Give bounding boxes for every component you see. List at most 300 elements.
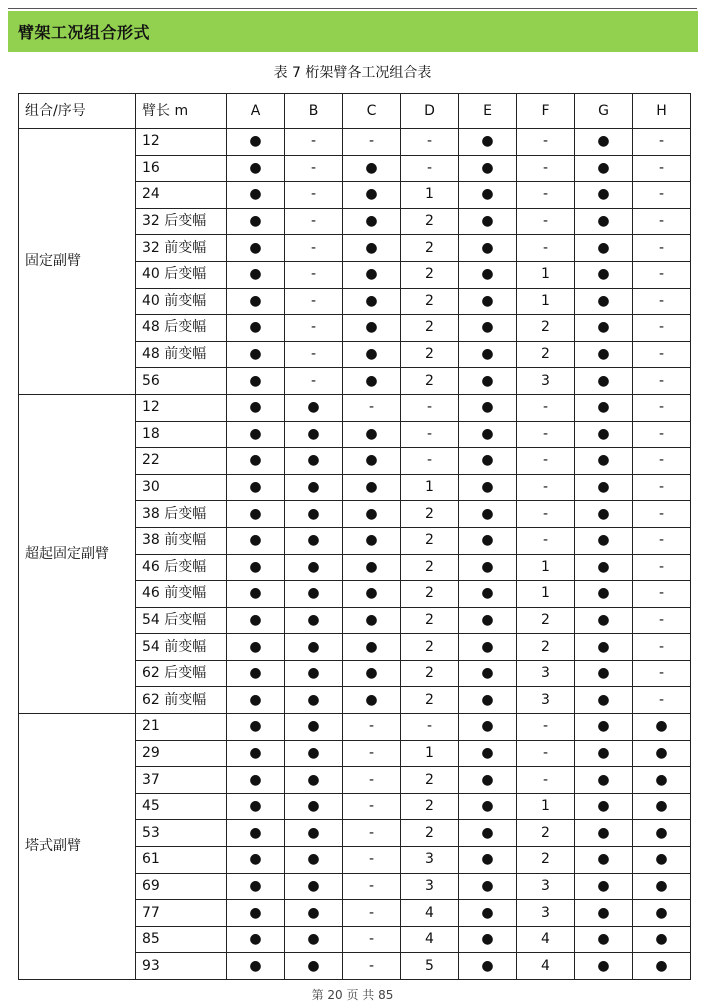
- combo-value-cell: ●: [343, 235, 401, 262]
- combo-value-cell: 3: [401, 847, 459, 874]
- combo-value-cell: 3: [517, 900, 575, 927]
- combo-value-cell: ●: [285, 926, 343, 953]
- combo-value-cell: 4: [517, 926, 575, 953]
- combo-value-cell: ●: [285, 501, 343, 528]
- combo-value-cell: ●: [227, 474, 285, 501]
- combo-value-cell: 2: [401, 527, 459, 554]
- combo-value-cell: ●: [343, 448, 401, 475]
- combo-value-cell: ●: [227, 208, 285, 235]
- combo-value-cell: ●: [343, 288, 401, 315]
- combo-value-cell: -: [633, 155, 691, 182]
- combo-value-cell: ●: [575, 900, 633, 927]
- combo-value-cell: ●: [459, 235, 517, 262]
- combo-value-cell: ●: [575, 261, 633, 288]
- combo-value-cell: ●: [575, 554, 633, 581]
- combo-value-cell: ●: [575, 341, 633, 368]
- combo-value-cell: ●: [575, 847, 633, 874]
- combo-value-cell: 2: [401, 634, 459, 661]
- combo-value-cell: ●: [227, 288, 285, 315]
- combo-value-cell: -: [517, 501, 575, 528]
- combo-value-cell: ●: [575, 501, 633, 528]
- combo-value-cell: ●: [227, 155, 285, 182]
- boom-length-cell: 69: [136, 873, 227, 900]
- combo-value-cell: 2: [401, 767, 459, 794]
- combo-value-cell: -: [633, 341, 691, 368]
- combo-value-cell: ●: [575, 953, 633, 980]
- boom-length-cell: 37: [136, 767, 227, 794]
- boom-length-cell: 45: [136, 793, 227, 820]
- combo-value-cell: ●: [633, 900, 691, 927]
- combo-value-cell: ●: [459, 155, 517, 182]
- combo-value-cell: -: [633, 581, 691, 608]
- combo-value-cell: ●: [227, 607, 285, 634]
- combo-value-cell: 1: [517, 793, 575, 820]
- combo-value-cell: ●: [227, 341, 285, 368]
- combo-value-cell: ●: [343, 421, 401, 448]
- combo-value-cell: ●: [633, 820, 691, 847]
- combo-value-cell: -: [401, 448, 459, 475]
- combo-value-cell: ●: [343, 581, 401, 608]
- combo-value-cell: -: [517, 155, 575, 182]
- boom-length-cell: 30: [136, 474, 227, 501]
- combo-value-cell: ●: [343, 474, 401, 501]
- combo-value-cell: -: [343, 820, 401, 847]
- combo-value-cell: 3: [517, 687, 575, 714]
- boom-length-cell: 32 后变幅: [136, 208, 227, 235]
- combo-value-cell: ●: [343, 182, 401, 209]
- combo-value-cell: 3: [517, 368, 575, 395]
- combo-value-cell: 2: [517, 341, 575, 368]
- combo-value-cell: -: [633, 288, 691, 315]
- combo-value-cell: -: [633, 182, 691, 209]
- combo-value-cell: ●: [459, 208, 517, 235]
- combo-value-cell: ●: [459, 448, 517, 475]
- combo-value-cell: ●: [459, 820, 517, 847]
- combo-value-cell: ●: [575, 820, 633, 847]
- combo-value-cell: 3: [517, 873, 575, 900]
- combo-value-cell: ●: [575, 155, 633, 182]
- combo-value-cell: -: [633, 607, 691, 634]
- combo-value-cell: -: [633, 421, 691, 448]
- combo-value-cell: -: [343, 926, 401, 953]
- combo-value-cell: ●: [633, 873, 691, 900]
- boom-length-cell: 38 前变幅: [136, 527, 227, 554]
- boom-length-cell: 16: [136, 155, 227, 182]
- section-header: [8, 11, 698, 52]
- combo-value-cell: 1: [401, 474, 459, 501]
- combo-value-cell: -: [633, 208, 691, 235]
- boom-length-cell: 40 后变幅: [136, 261, 227, 288]
- group-label-cell: 超起固定副臂: [19, 394, 136, 713]
- combo-value-cell: 2: [401, 660, 459, 687]
- combo-value-cell: ●: [633, 714, 691, 741]
- combo-value-cell: 1: [517, 261, 575, 288]
- combo-value-cell: -: [633, 235, 691, 262]
- combo-value-cell: ●: [575, 714, 633, 741]
- combo-value-cell: -: [343, 873, 401, 900]
- combo-value-cell: -: [285, 155, 343, 182]
- combo-value-cell: -: [285, 368, 343, 395]
- combo-value-cell: ●: [343, 341, 401, 368]
- top-rule: [8, 8, 697, 9]
- combination-table: [18, 93, 691, 980]
- table-row: [19, 394, 691, 421]
- combo-value-cell: -: [343, 129, 401, 156]
- combo-value-cell: ●: [575, 208, 633, 235]
- boom-length-cell: 54 前变幅: [136, 634, 227, 661]
- combo-value-cell: -: [285, 235, 343, 262]
- combo-value-cell: 2: [517, 847, 575, 874]
- combo-value-cell: ●: [285, 953, 343, 980]
- combo-value-cell: ●: [459, 607, 517, 634]
- combo-value-cell: ●: [575, 315, 633, 342]
- combo-value-cell: 2: [401, 501, 459, 528]
- combo-value-cell: 2: [401, 687, 459, 714]
- combo-value-cell: ●: [459, 527, 517, 554]
- combo-value-cell: ●: [227, 953, 285, 980]
- combo-value-cell: ●: [575, 474, 633, 501]
- combo-value-cell: 2: [401, 315, 459, 342]
- combo-value-cell: ●: [227, 660, 285, 687]
- combo-value-cell: 1: [517, 554, 575, 581]
- combo-value-cell: ●: [227, 820, 285, 847]
- header-cell-h: H: [633, 94, 691, 129]
- combo-value-cell: -: [517, 235, 575, 262]
- boom-length-cell: 18: [136, 421, 227, 448]
- combo-value-cell: -: [633, 554, 691, 581]
- combo-value-cell: 1: [517, 288, 575, 315]
- page-footer: 第 20 页 共 85: [311, 988, 394, 1002]
- combo-value-cell: 4: [401, 900, 459, 927]
- combo-value-cell: -: [285, 288, 343, 315]
- combo-value-cell: 2: [517, 315, 575, 342]
- combo-value-cell: ●: [459, 474, 517, 501]
- combo-value-cell: ●: [343, 208, 401, 235]
- combo-value-cell: -: [517, 740, 575, 767]
- boom-length-cell: 12: [136, 129, 227, 156]
- combo-value-cell: -: [633, 634, 691, 661]
- combo-value-cell: ●: [227, 554, 285, 581]
- combo-value-cell: -: [517, 208, 575, 235]
- combo-value-cell: 2: [401, 793, 459, 820]
- header-cell-d: D: [401, 94, 459, 129]
- combo-value-cell: ●: [227, 421, 285, 448]
- combo-value-cell: ●: [343, 687, 401, 714]
- boom-length-cell: 53: [136, 820, 227, 847]
- combo-value-cell: ●: [633, 767, 691, 794]
- combo-value-cell: ●: [227, 793, 285, 820]
- combo-value-cell: -: [343, 714, 401, 741]
- combo-value-cell: -: [633, 474, 691, 501]
- combo-value-cell: -: [517, 767, 575, 794]
- combo-value-cell: ●: [575, 660, 633, 687]
- combo-value-cell: ●: [633, 847, 691, 874]
- boom-length-cell: 61: [136, 847, 227, 874]
- boom-length-cell: 46 前变幅: [136, 581, 227, 608]
- header-cell-length: 臂长 m: [136, 94, 227, 129]
- combo-value-cell: ●: [227, 581, 285, 608]
- combo-value-cell: ●: [575, 448, 633, 475]
- combo-value-cell: -: [401, 155, 459, 182]
- combo-value-cell: 2: [401, 368, 459, 395]
- combo-value-cell: ●: [285, 900, 343, 927]
- boom-length-cell: 62 后变幅: [136, 660, 227, 687]
- combo-value-cell: ●: [575, 767, 633, 794]
- combo-value-cell: ●: [343, 368, 401, 395]
- combo-value-cell: ●: [343, 155, 401, 182]
- combo-value-cell: ●: [343, 501, 401, 528]
- combo-value-cell: 2: [517, 820, 575, 847]
- combo-value-cell: -: [343, 953, 401, 980]
- combo-value-cell: ●: [459, 394, 517, 421]
- combo-value-cell: ●: [227, 873, 285, 900]
- combo-value-cell: 2: [401, 261, 459, 288]
- boom-length-cell: 54 后变幅: [136, 607, 227, 634]
- combo-value-cell: ●: [459, 767, 517, 794]
- combo-value-cell: ●: [227, 740, 285, 767]
- combo-value-cell: ●: [227, 261, 285, 288]
- combo-value-cell: ●: [633, 953, 691, 980]
- combo-value-cell: ●: [459, 953, 517, 980]
- combo-value-cell: ●: [575, 581, 633, 608]
- combo-value-cell: -: [401, 714, 459, 741]
- combo-value-cell: ●: [227, 315, 285, 342]
- combo-value-cell: 2: [401, 554, 459, 581]
- combo-value-cell: ●: [459, 261, 517, 288]
- combo-value-cell: 2: [517, 607, 575, 634]
- combo-value-cell: ●: [575, 607, 633, 634]
- combo-value-cell: -: [401, 421, 459, 448]
- combo-value-cell: 2: [517, 634, 575, 661]
- combo-value-cell: ●: [575, 740, 633, 767]
- combo-value-cell: -: [285, 129, 343, 156]
- combo-value-cell: ●: [575, 421, 633, 448]
- combo-value-cell: ●: [227, 235, 285, 262]
- combo-value-cell: ●: [285, 820, 343, 847]
- group-label-cell: 固定副臂: [19, 129, 136, 395]
- combo-value-cell: ●: [343, 527, 401, 554]
- combo-value-cell: -: [343, 900, 401, 927]
- section-title: 臂架工况组合形式: [18, 23, 151, 42]
- combo-value-cell: 2: [401, 581, 459, 608]
- combo-value-cell: ●: [285, 660, 343, 687]
- combo-value-cell: ●: [227, 634, 285, 661]
- combo-value-cell: -: [517, 421, 575, 448]
- combo-value-cell: ●: [575, 129, 633, 156]
- combo-value-cell: ●: [459, 581, 517, 608]
- combo-value-cell: 2: [401, 341, 459, 368]
- combo-value-cell: ●: [575, 527, 633, 554]
- header-cell-e: E: [459, 94, 517, 129]
- boom-length-cell: 85: [136, 926, 227, 953]
- boom-length-cell: 38 后变幅: [136, 501, 227, 528]
- combo-value-cell: ●: [285, 581, 343, 608]
- combo-value-cell: ●: [285, 740, 343, 767]
- header-cell-f: F: [517, 94, 575, 129]
- combo-value-cell: ●: [285, 394, 343, 421]
- combo-value-cell: 4: [517, 953, 575, 980]
- combo-value-cell: ●: [285, 793, 343, 820]
- combo-value-cell: ●: [459, 926, 517, 953]
- combo-value-cell: -: [633, 394, 691, 421]
- combo-value-cell: ●: [459, 660, 517, 687]
- combo-value-cell: ●: [459, 793, 517, 820]
- boom-length-cell: 46 后变幅: [136, 554, 227, 581]
- combo-value-cell: 2: [401, 820, 459, 847]
- combo-value-cell: ●: [343, 554, 401, 581]
- boom-length-cell: 62 前变幅: [136, 687, 227, 714]
- combo-value-cell: 5: [401, 953, 459, 980]
- combo-value-cell: -: [517, 527, 575, 554]
- combo-value-cell: -: [401, 129, 459, 156]
- combo-value-cell: -: [517, 394, 575, 421]
- boom-length-cell: 56: [136, 368, 227, 395]
- combo-value-cell: -: [285, 208, 343, 235]
- combo-value-cell: 2: [401, 607, 459, 634]
- combo-value-cell: ●: [575, 235, 633, 262]
- boom-length-cell: 29: [136, 740, 227, 767]
- boom-length-cell: 12: [136, 394, 227, 421]
- combo-value-cell: ●: [459, 368, 517, 395]
- combo-value-cell: ●: [227, 900, 285, 927]
- combo-value-cell: ●: [227, 129, 285, 156]
- combo-value-cell: -: [633, 315, 691, 342]
- combo-value-cell: ●: [575, 634, 633, 661]
- combo-value-cell: -: [285, 315, 343, 342]
- boom-length-cell: 48 后变幅: [136, 315, 227, 342]
- combo-value-cell: -: [633, 368, 691, 395]
- combo-value-cell: ●: [575, 394, 633, 421]
- combo-value-cell: -: [633, 261, 691, 288]
- combo-value-cell: 2: [401, 235, 459, 262]
- combo-value-cell: ●: [575, 926, 633, 953]
- combo-value-cell: -: [343, 767, 401, 794]
- combo-value-cell: ●: [459, 873, 517, 900]
- combo-value-cell: -: [517, 448, 575, 475]
- combo-value-cell: 2: [401, 288, 459, 315]
- combo-value-cell: ●: [459, 687, 517, 714]
- combo-value-cell: -: [517, 714, 575, 741]
- table-row: [19, 129, 691, 156]
- combo-value-cell: ●: [575, 873, 633, 900]
- combo-value-cell: ●: [459, 554, 517, 581]
- combo-value-cell: 4: [401, 926, 459, 953]
- combo-value-cell: 1: [517, 581, 575, 608]
- combo-value-cell: -: [633, 129, 691, 156]
- combo-value-cell: ●: [633, 793, 691, 820]
- combo-value-cell: ●: [575, 288, 633, 315]
- combo-value-cell: ●: [285, 527, 343, 554]
- boom-length-cell: 22: [136, 448, 227, 475]
- combo-value-cell: ●: [227, 687, 285, 714]
- boom-length-cell: 93: [136, 953, 227, 980]
- combo-value-cell: 2: [401, 208, 459, 235]
- combo-value-cell: -: [633, 687, 691, 714]
- combo-value-cell: ●: [227, 368, 285, 395]
- combo-value-cell: ●: [459, 714, 517, 741]
- combo-value-cell: 1: [401, 182, 459, 209]
- boom-length-cell: 24: [136, 182, 227, 209]
- combo-value-cell: ●: [633, 926, 691, 953]
- combo-value-cell: -: [517, 474, 575, 501]
- combo-value-cell: ●: [459, 182, 517, 209]
- combo-value-cell: 1: [401, 740, 459, 767]
- combo-value-cell: -: [285, 182, 343, 209]
- combo-value-cell: ●: [227, 527, 285, 554]
- combo-value-cell: -: [517, 182, 575, 209]
- combo-value-cell: -: [285, 341, 343, 368]
- combo-value-cell: ●: [459, 288, 517, 315]
- combo-value-cell: ●: [285, 448, 343, 475]
- combo-value-cell: ●: [285, 767, 343, 794]
- combo-value-cell: -: [633, 527, 691, 554]
- combo-value-cell: ●: [343, 607, 401, 634]
- combo-value-cell: ●: [227, 767, 285, 794]
- combo-value-cell: ●: [343, 660, 401, 687]
- combo-value-cell: ●: [227, 182, 285, 209]
- table-row: [19, 714, 691, 741]
- combo-value-cell: ●: [459, 421, 517, 448]
- table-header-row: [19, 94, 691, 129]
- combo-value-cell: ●: [459, 341, 517, 368]
- combo-value-cell: ●: [459, 501, 517, 528]
- combo-value-cell: ●: [459, 900, 517, 927]
- combo-value-cell: ●: [575, 182, 633, 209]
- combo-value-cell: -: [343, 793, 401, 820]
- combo-value-cell: ●: [227, 926, 285, 953]
- header-cell-g: G: [575, 94, 633, 129]
- combo-value-cell: ●: [575, 793, 633, 820]
- table-caption: 表 7 桁架臂各工况组合表: [273, 65, 432, 81]
- header-cell-c: C: [343, 94, 401, 129]
- boom-length-cell: 32 前变幅: [136, 235, 227, 262]
- header-cell-b: B: [285, 94, 343, 129]
- combo-value-cell: ●: [343, 315, 401, 342]
- combo-value-cell: ●: [227, 448, 285, 475]
- combo-value-cell: ●: [285, 474, 343, 501]
- combo-value-cell: 3: [401, 873, 459, 900]
- combo-value-cell: -: [343, 394, 401, 421]
- combo-value-cell: 3: [517, 660, 575, 687]
- combo-value-cell: ●: [459, 740, 517, 767]
- combo-value-cell: ●: [343, 634, 401, 661]
- combo-value-cell: -: [517, 129, 575, 156]
- combo-value-cell: -: [343, 740, 401, 767]
- combo-value-cell: ●: [343, 261, 401, 288]
- combo-value-cell: ●: [285, 847, 343, 874]
- combo-value-cell: -: [633, 501, 691, 528]
- combo-value-cell: ●: [459, 634, 517, 661]
- header-cell-a: A: [227, 94, 285, 129]
- combo-value-cell: ●: [285, 687, 343, 714]
- boom-length-cell: 48 前变幅: [136, 341, 227, 368]
- combo-value-cell: ●: [285, 607, 343, 634]
- combo-value-cell: -: [633, 660, 691, 687]
- boom-length-cell: 21: [136, 714, 227, 741]
- combo-value-cell: ●: [575, 687, 633, 714]
- combo-value-cell: ●: [285, 554, 343, 581]
- combo-value-cell: ●: [227, 847, 285, 874]
- combo-value-cell: -: [401, 394, 459, 421]
- combo-value-cell: ●: [459, 129, 517, 156]
- combo-value-cell: ●: [459, 847, 517, 874]
- combo-value-cell: ●: [227, 394, 285, 421]
- combo-value-cell: ●: [227, 714, 285, 741]
- combo-value-cell: ●: [285, 634, 343, 661]
- group-label-cell: 塔式副臂: [19, 714, 136, 980]
- boom-length-cell: 77: [136, 900, 227, 927]
- combo-value-cell: ●: [285, 421, 343, 448]
